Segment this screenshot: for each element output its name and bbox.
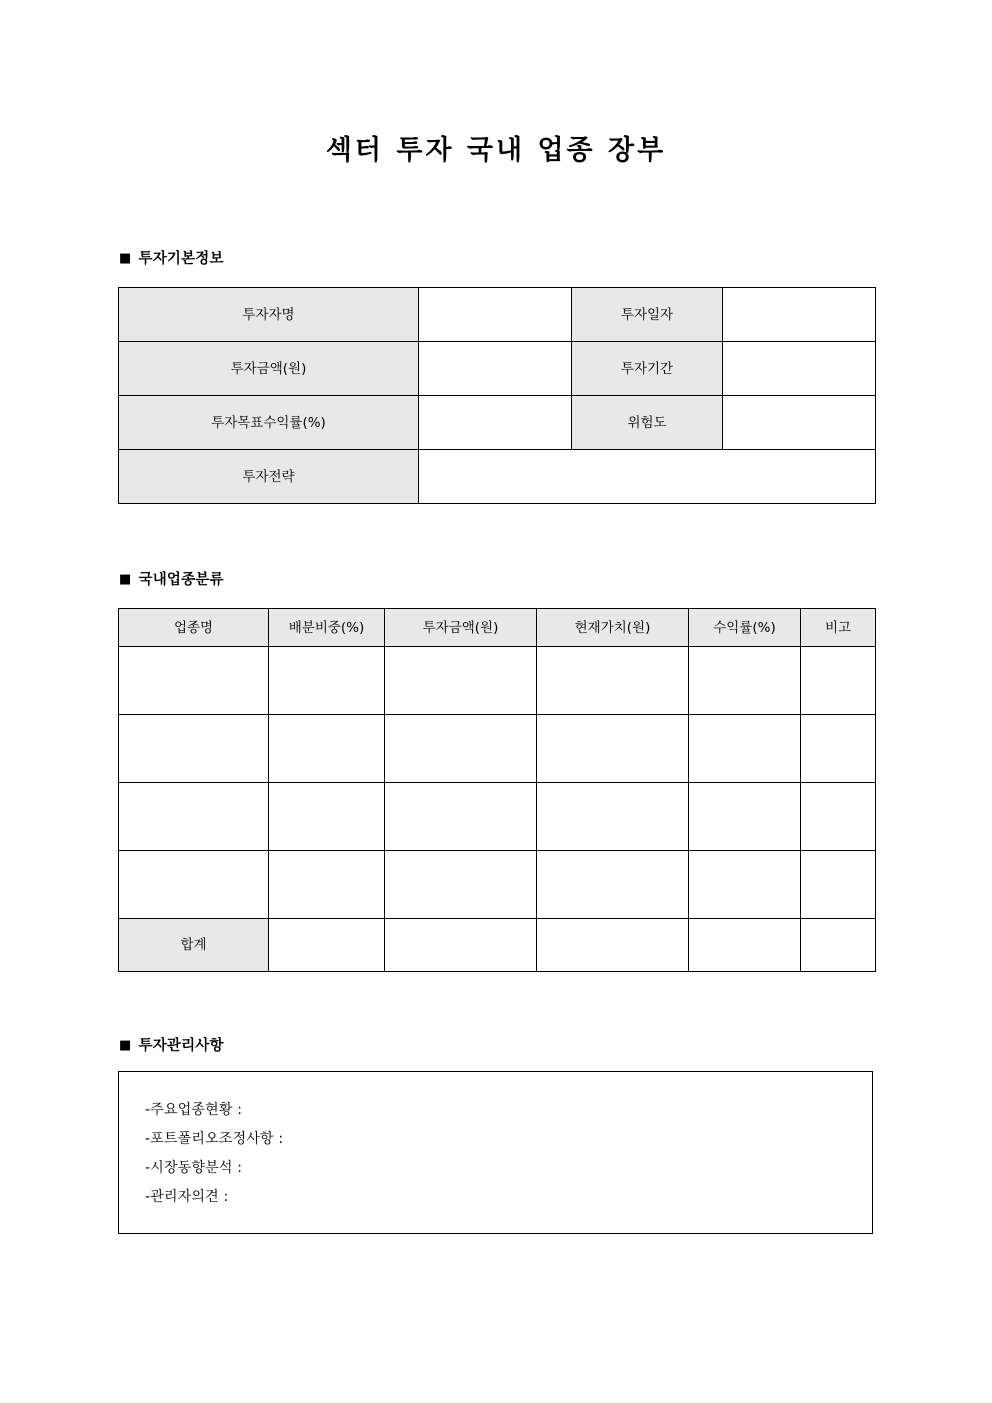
table-header-row xyxy=(119,609,876,647)
label-investment-amount: 투자금액(원) xyxy=(119,342,419,396)
total-current-value[interactable] xyxy=(537,919,689,972)
total-remarks[interactable] xyxy=(801,919,876,972)
cell-sector-name[interactable] xyxy=(119,647,269,715)
column-header-allocation-ratio: 배분비중(%) xyxy=(269,609,385,647)
cell-current-value[interactable] xyxy=(537,783,689,851)
table-row xyxy=(119,342,876,396)
sector-classification-table xyxy=(118,608,876,972)
square-bullet-icon: ■ xyxy=(119,1038,132,1053)
square-bullet-icon: ■ xyxy=(119,251,132,266)
table-total-row xyxy=(119,919,876,972)
field-investment-strategy[interactable] xyxy=(419,450,876,504)
table-row xyxy=(119,715,876,783)
management-notes-box[interactable] xyxy=(118,1071,873,1234)
column-header-current-value: 현재가치(원) xyxy=(537,609,689,647)
cell-current-value[interactable] xyxy=(537,851,689,919)
section-heading-management-notes xyxy=(119,1036,224,1056)
cell-investment-amount[interactable] xyxy=(385,715,537,783)
table-row xyxy=(119,288,876,342)
cell-remarks[interactable] xyxy=(801,851,876,919)
management-notes-list xyxy=(119,1072,872,1212)
cell-remarks[interactable] xyxy=(801,783,876,851)
cell-sector-name[interactable] xyxy=(119,851,269,919)
page-title: 섹터 투자 국내 업종 장부 xyxy=(325,135,667,166)
label-risk-level: 위험도 xyxy=(572,396,723,450)
cell-return-rate[interactable] xyxy=(689,715,801,783)
list-item-market-trend-analysis[interactable]: -시장동향분석 : xyxy=(145,1160,243,1176)
list-item-portfolio-adjustment[interactable]: -포트폴리오조정사항 : xyxy=(145,1131,284,1147)
cell-investment-amount[interactable] xyxy=(385,851,537,919)
cell-allocation-ratio[interactable] xyxy=(269,851,385,919)
label-investment-strategy: 투자전략 xyxy=(119,450,419,504)
field-target-return-rate[interactable] xyxy=(419,396,572,450)
cell-allocation-ratio[interactable] xyxy=(269,715,385,783)
cell-investment-amount[interactable] xyxy=(385,647,537,715)
section-heading-sector-classification-label: 국내업종분류 xyxy=(138,572,224,588)
section-heading-basic-info xyxy=(119,249,224,269)
column-header-remarks: 비고 xyxy=(801,609,876,647)
total-allocation-ratio[interactable] xyxy=(269,919,385,972)
column-header-return-rate: 수익률(%) xyxy=(689,609,801,647)
cell-investment-amount[interactable] xyxy=(385,783,537,851)
cell-remarks[interactable] xyxy=(801,715,876,783)
cell-sector-name[interactable] xyxy=(119,715,269,783)
table-row-strategy xyxy=(119,450,876,504)
section-heading-sector-classification xyxy=(119,570,224,590)
square-bullet-icon: ■ xyxy=(119,572,132,587)
label-target-return-rate: 투자목표수익률(%) xyxy=(119,396,419,450)
cell-remarks[interactable] xyxy=(801,647,876,715)
cell-sector-name[interactable] xyxy=(119,783,269,851)
field-investment-date[interactable] xyxy=(723,288,876,342)
cell-return-rate[interactable] xyxy=(689,783,801,851)
field-investment-period[interactable] xyxy=(723,342,876,396)
cell-allocation-ratio[interactable] xyxy=(269,647,385,715)
label-investment-date: 투자일자 xyxy=(572,288,723,342)
table-row xyxy=(119,647,876,715)
cell-current-value[interactable] xyxy=(537,647,689,715)
table-row xyxy=(119,396,876,450)
table-row xyxy=(119,783,876,851)
total-return-rate[interactable] xyxy=(689,919,801,972)
column-header-sector-name: 업종명 xyxy=(119,609,269,647)
label-investor-name: 투자자명 xyxy=(119,288,419,342)
label-investment-period: 투자기간 xyxy=(572,342,723,396)
cell-current-value[interactable] xyxy=(537,715,689,783)
field-risk-level[interactable] xyxy=(723,396,876,450)
section-heading-management-notes-label: 투자관리사항 xyxy=(138,1038,224,1054)
total-investment-amount[interactable] xyxy=(385,919,537,972)
column-header-investment-amount: 투자금액(원) xyxy=(385,609,537,647)
label-total: 합계 xyxy=(119,919,269,972)
field-investor-name[interactable] xyxy=(419,288,572,342)
cell-return-rate[interactable] xyxy=(689,851,801,919)
cell-allocation-ratio[interactable] xyxy=(269,783,385,851)
list-item-manager-opinion[interactable]: -관리자의견 : xyxy=(145,1189,229,1205)
table-row xyxy=(119,851,876,919)
cell-return-rate[interactable] xyxy=(689,647,801,715)
basic-info-table xyxy=(118,287,876,504)
list-item-main-sector-status[interactable]: -주요업종현황 : xyxy=(145,1102,243,1118)
section-heading-basic-info-label: 투자기본정보 xyxy=(138,251,224,267)
field-investment-amount[interactable] xyxy=(419,342,572,396)
